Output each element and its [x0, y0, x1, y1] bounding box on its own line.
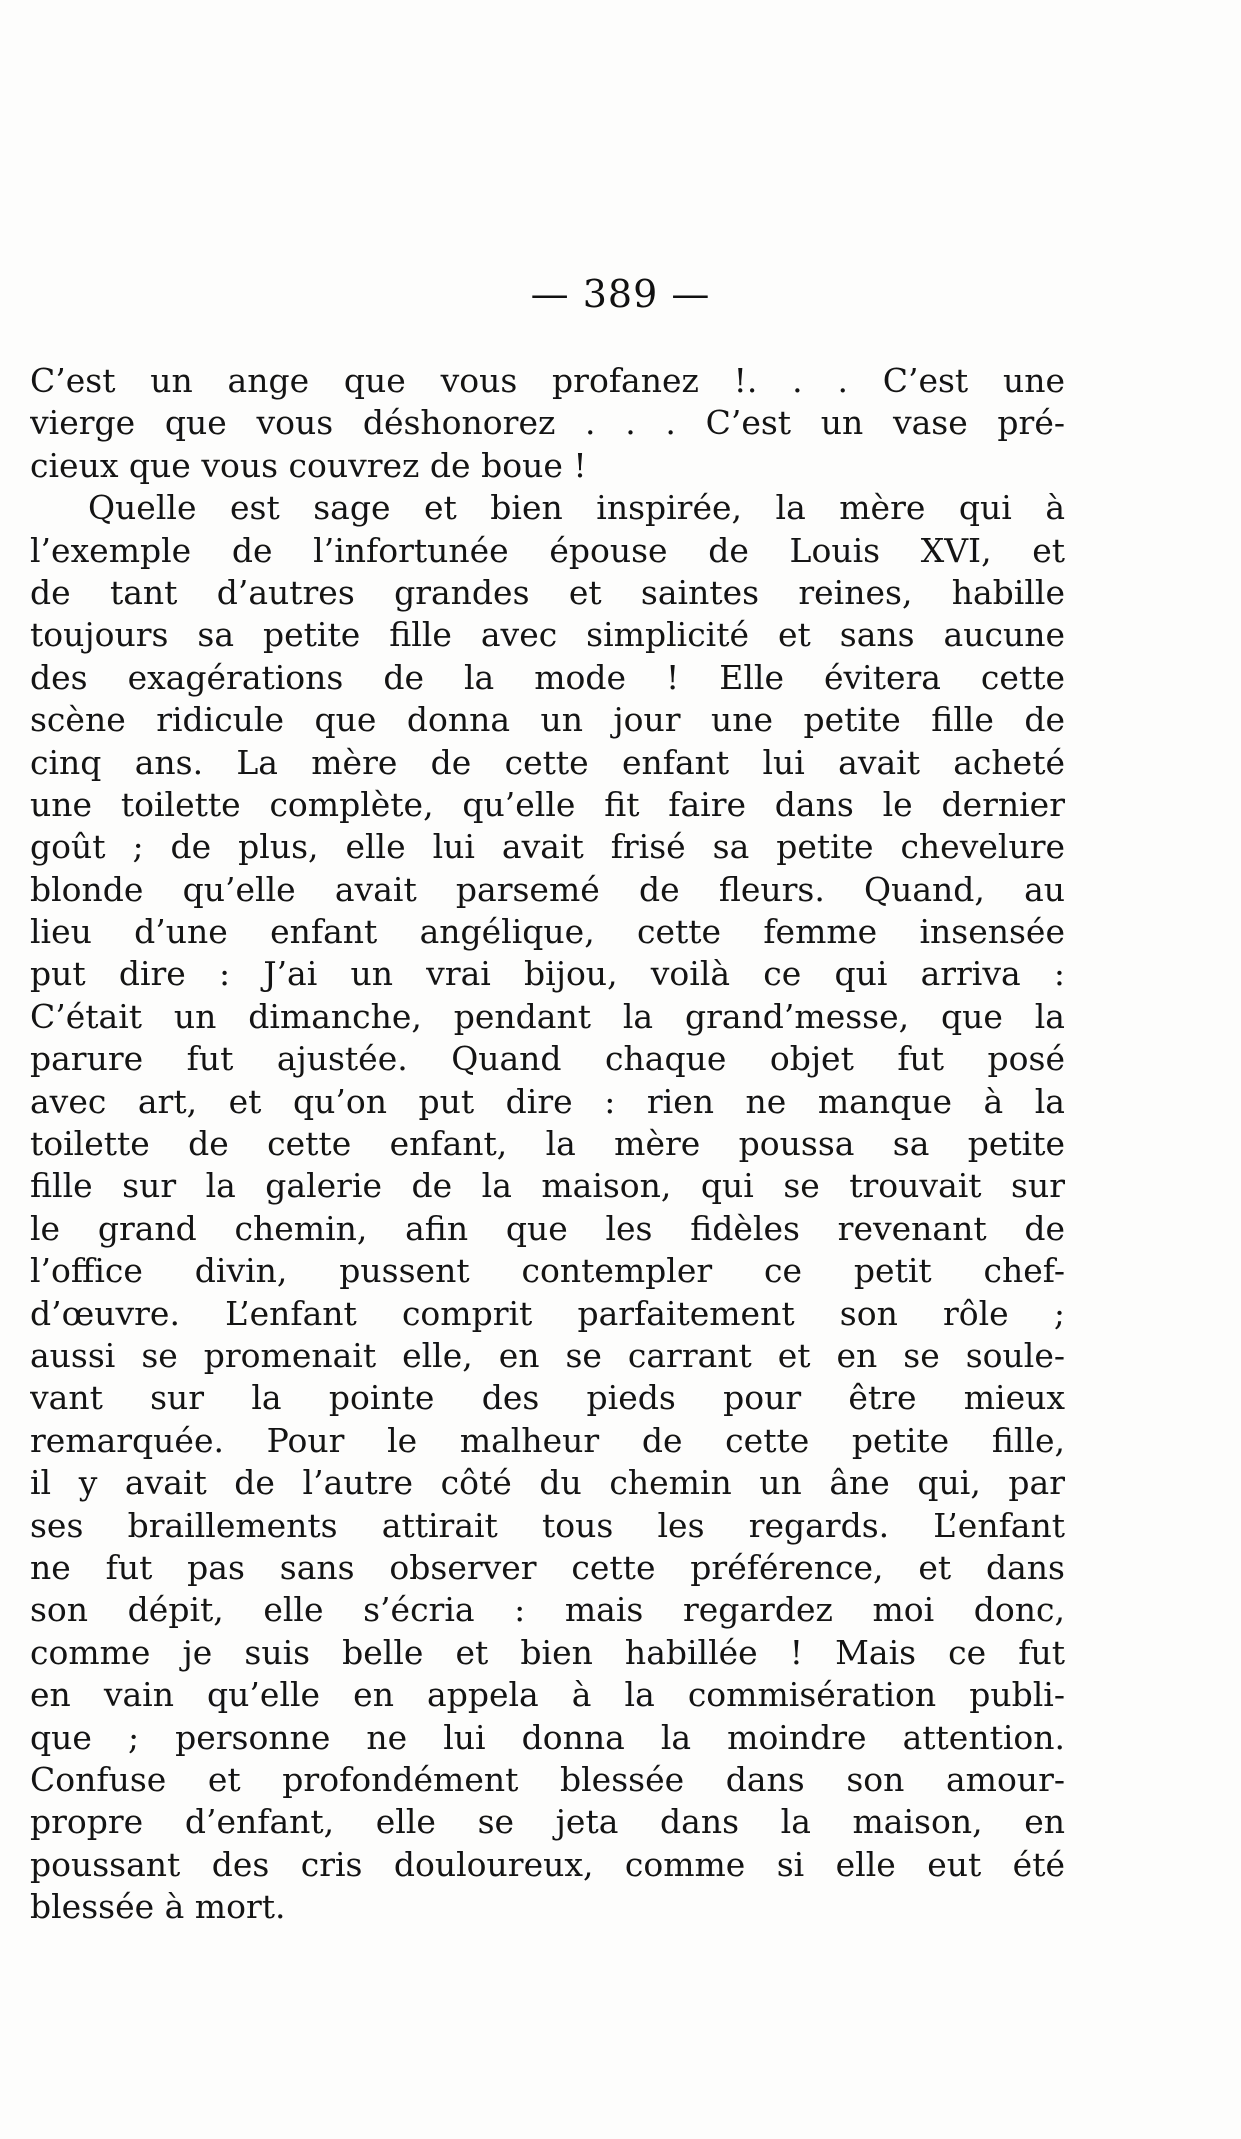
text-line: l’exemple de l’infortunée épouse de Louis XVI, et: [30, 530, 1065, 570]
text-line: cinq ans. La mère de cette enfant lui avait acheté: [30, 742, 1065, 782]
text-line: remarquée. Pour le malheur de cette petite fille,: [30, 1420, 1065, 1460]
text-line: son dépit, elle s’écria : mais regardez moi donc,: [30, 1590, 1065, 1630]
text-line: de tant d’autres grandes et saintes reines, habille: [30, 572, 1065, 612]
text-line: Confuse et profondément blessée dans son amour-: [30, 1759, 1065, 1799]
text-line: que ; personne ne lui donna la moindre attention.: [30, 1717, 1065, 1757]
text-line: C’est un ange que vous profanez !. . . C’est une: [30, 361, 1065, 400]
text-line: put dire : J’ai un vrai bijou, voilà ce qui arriva :: [30, 954, 1065, 994]
text-line: toujours sa petite fille avec simplicité et sans aucune: [30, 615, 1065, 655]
text-line: l’office divin, pussent contempler ce petit chef-: [30, 1251, 1065, 1291]
text-line: parure fut ajustée. Quand chaque objet fut posé: [30, 1039, 1065, 1079]
text-line: ne fut pas sans observer cette préférence, et dans: [30, 1547, 1065, 1587]
text-line: avec art, et qu’on put dire : rien ne manque à la: [30, 1081, 1065, 1121]
text-line: C’était un dimanche, pendant la grand’messe, que la: [30, 996, 1065, 1036]
text-line: fille sur la galerie de la maison, qui se trouvait sur: [30, 1166, 1065, 1206]
text-line: vierge que vous déshonorez . . . C’est un vase pré-: [30, 403, 1065, 443]
text-line: ses braillements attirait tous les regards. L’enfant: [30, 1505, 1065, 1545]
text-line: cieux que vous couvrez de boue !: [30, 445, 587, 485]
text-line: goût ; de plus, elle lui avait frisé sa petite chevelure: [30, 827, 1065, 867]
page-number: — 389 —: [530, 272, 711, 316]
text-line: poussant des cris douloureux, comme si elle eut été: [30, 1844, 1065, 1884]
paragraph-start-line: Quelle est sage et bien inspirée, la mère qui à: [88, 488, 1065, 528]
text-line: blessée à mort.: [30, 1887, 286, 1927]
text-line: le grand chemin, afin que les fidèles revenant de: [30, 1208, 1065, 1248]
text-line: toilette de cette enfant, la mère poussa sa petite: [30, 1124, 1065, 1164]
text-line: comme je suis belle et bien habillée ! Mais ce fut: [30, 1632, 1065, 1672]
text-line: propre d’enfant, elle se jeta dans la maison, en: [30, 1802, 1065, 1842]
text-line: des exagérations de la mode ! Elle évitera cette: [30, 657, 1065, 697]
text-line: d’œuvre. L’enfant comprit parfaitement son rôle ;: [30, 1293, 1065, 1333]
text-line: lieu d’une enfant angélique, cette femme insensée: [30, 912, 1065, 952]
text-line: blonde qu’elle avait parsemé de fleurs. Quand, au: [30, 869, 1065, 909]
text-line: une toilette complète, qu’elle fit faire dans le dernier: [30, 784, 1065, 824]
text-line: scène ridicule que donna un jour une petite fille de: [30, 700, 1065, 740]
text-line: vant sur la pointe des pieds pour être mieux: [30, 1378, 1065, 1418]
text-line: il y avait de l’autre côté du chemin un âne qui, par: [30, 1463, 1065, 1503]
body-text: [30, 360, 1065, 1928]
text-line: en vain qu’elle en appela à la commisération publi-: [30, 1675, 1065, 1715]
text-line: aussi se promenait elle, en se carrant et en se soule-: [30, 1335, 1065, 1375]
